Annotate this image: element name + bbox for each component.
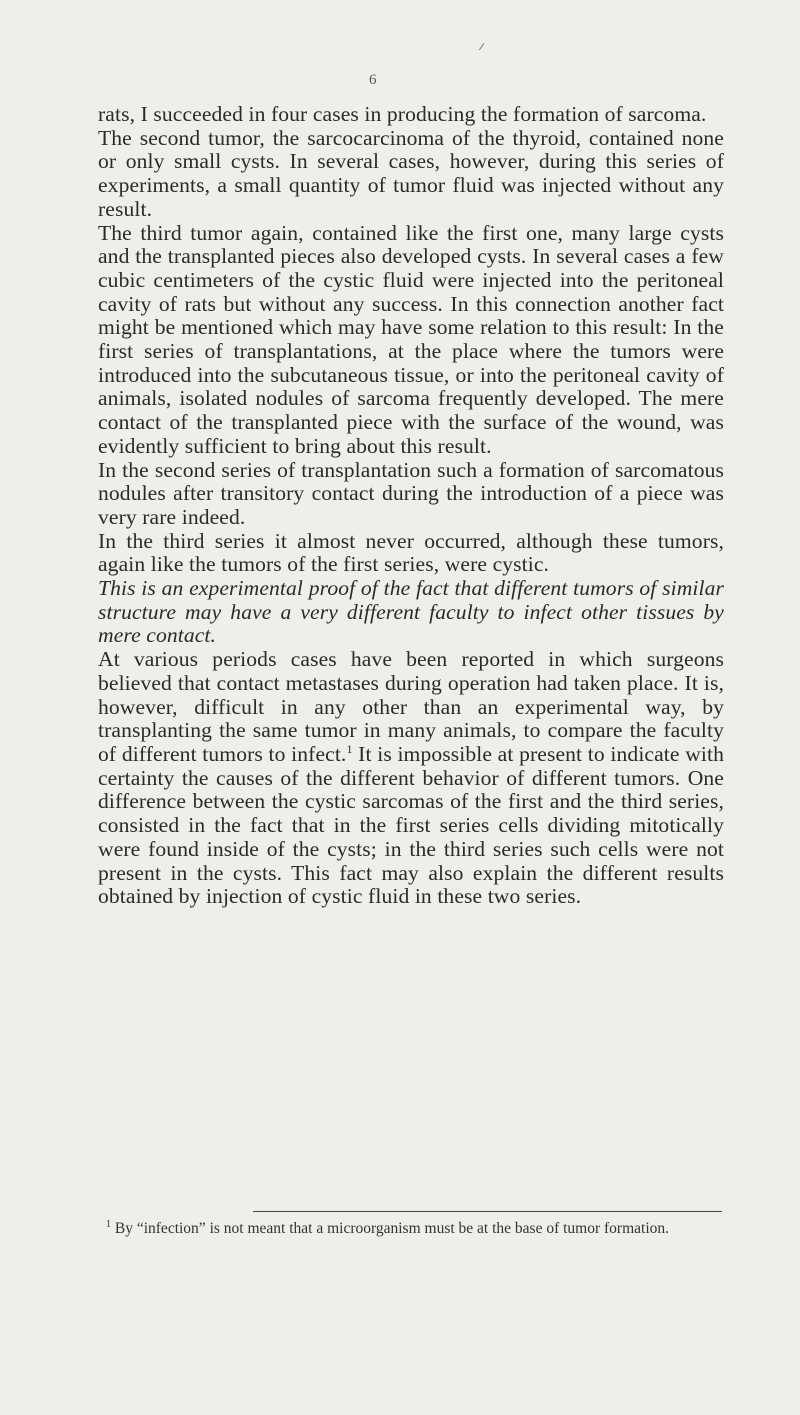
paragraph-3: The third tumor again, contained like the first one, many large cysts and the transplanted pieces also developed cysts. In several cases a few cubic centimeters of the cystic fluid were injected into the peritoneal cavity of rats but without any success. In this connection another fact might be mentioned which may have some relation to this result: In the first series of transplantations, at the place where the tumors were introduced into the subcutaneous tissue, or into the peritoneal cavity of animals, isolated nodules of sarcoma frequently developed. The mere contact of the transplanted piece with the surface of the wound, was evidently sufficient to bring about this result. (98, 220, 724, 458)
page-number: 6 (369, 72, 377, 88)
footnote-marker: 1 (106, 1218, 111, 1230)
margin-mark (479, 43, 485, 51)
footnote-reference: 1 (346, 741, 353, 756)
paragraph-5: In the third series it almost never occurred, although these tumors, again like the tumors of the first series, were cystic. (98, 528, 724, 577)
paragraph-7 (98, 648, 724, 909)
paragraph-1: rats, I succeeded in four cases in producing the formation of sarcoma. (98, 102, 707, 126)
paragraph-4: In the second series of transplantation such a formation of sarcomatous nodules after transitory contact during the introduction of a piece was very rare indeed. (98, 457, 724, 529)
paragraph-6-italic: This is an experimental proof of the fact that different tumors of similar structure may have a very different faculty to infect other tissues by mere contact. (98, 576, 724, 648)
body-text (98, 103, 724, 909)
footnote (98, 1219, 724, 1238)
footnote-text: By “infection” is not meant that a microorganism must be at the base of tumor formation. (114, 1220, 670, 1237)
paragraph-7-part-2: It is impossible at present to indicate with certainty the causes of the different behavior of different tumors. One difference between the cystic sarcomas of the first and the third series, consisted in the fact that in the first series cells dividing mitotically were found inside of the cysts; in the third series such cells were not present in the cysts. This fact may also explain the different results obtained by injection of cystic fluid in these two series. (98, 741, 725, 909)
footnote-divider (253, 1211, 722, 1212)
paragraph-7-part-1: At various periods cases have been reported in which surgeons believed that contact metastases during operation had taken place. It is, however, difficult in any other than an experimental way, by transplanting the same tumor in many animals, to compare the faculty of different tumors to infect. (98, 647, 724, 766)
paragraph-2: The second tumor, the sarcocarcinoma of the thyroid, contained none or only small cysts. In several cases, however, during this series of experiments, a small quantity of tumor fluid was injected without any result. (98, 125, 724, 221)
